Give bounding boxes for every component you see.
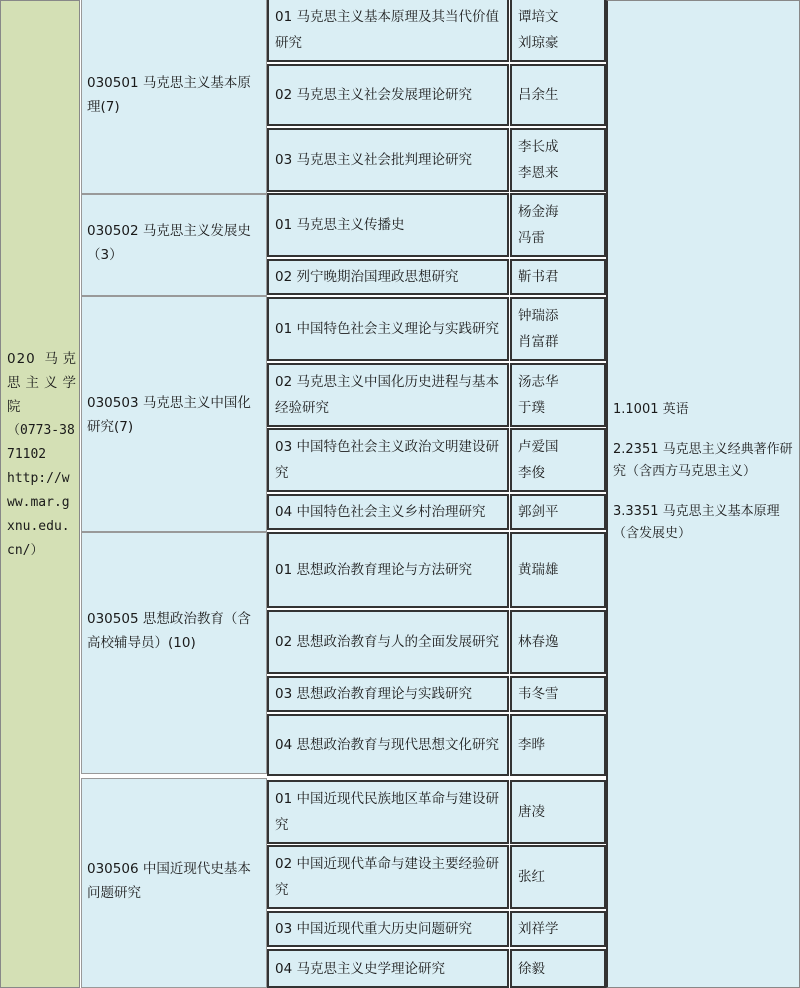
teacher-name: 谭培文 [518,9,559,25]
teacher-cell [510,363,606,427]
exam-subject-list [613,399,799,563]
teacher-name: 刘祥学 [518,921,559,937]
school-info [7,347,77,563]
school-website: http://www.mar.gxnu.edu.cn/） [7,471,70,558]
teacher-name: 李俊 [518,465,545,481]
teacher-name: 汤志华 [518,374,559,390]
teacher-cell [510,193,606,257]
direction-cell [267,780,509,844]
exam-subjects-cell [606,0,800,988]
direction-cell [267,64,509,126]
school-cell [0,0,80,988]
teacher-names [518,681,600,707]
direction-name: 02 马克思主义中国化历史进程与基本经验研究 [275,374,499,416]
direction-cell [267,297,509,361]
teacher-names [518,864,600,890]
direction-name: 01 马克思主义基本原理及其当代价值研究 [275,9,499,51]
major-label: 030502 马克思主义发展史（3） [87,223,251,263]
teacher-name: 刘琼豪 [518,35,559,51]
teacher-name: 徐毅 [518,960,545,977]
teacher-name: 卢爱国 [518,439,559,455]
direction-name: 02 思想政治教育与人的全面发展研究 [275,634,499,650]
direction-name: 03 中国近现代重大历史问题研究 [275,921,472,937]
exam-subject: 3.3351 马克思主义基本原理（含发展史） [613,504,780,541]
direction-name: 03 马克思主义社会批判理论研究 [275,152,472,168]
school-name: 020 马克思主义学院 [7,351,77,415]
teacher-cell [510,128,606,192]
teacher-name: 郭剑平 [518,504,559,520]
direction-cell [267,610,509,674]
teacher-names [518,732,600,758]
major-cell [81,778,267,988]
direction-name: 01 思想政治教育理论与方法研究 [275,562,472,578]
direction-name: 02 中国近现代革命与建设主要经验研究 [275,856,499,898]
direction-name: 03 中国特色社会主义政治文明建设研究 [275,439,499,481]
teacher-names [518,303,600,355]
direction-name: 03 思想政治教育理论与实践研究 [275,686,472,702]
direction-cell [267,363,509,427]
teacher-names [518,82,600,108]
teacher-cell [510,911,606,947]
direction-cell [267,714,509,776]
direction-name: 02 列宁晚期治国理政思想研究 [275,269,459,285]
teacher-names [518,369,600,421]
teacher-name: 黄瑞雄 [518,562,559,578]
teacher-name: 钟瑞添 [518,308,559,324]
teacher-name: 李长成 [518,139,559,155]
major-cell [81,532,267,774]
teacher-name: 李恩来 [518,165,559,181]
teacher-name: 李晔 [518,737,545,753]
teacher-name: 靳书君 [518,269,559,285]
teacher-name: 韦冬雪 [518,686,559,702]
teacher-cell [510,259,606,295]
direction-cell [267,949,509,988]
teacher-names [518,499,600,525]
teacher-cell [510,845,606,909]
exam-subject: 2.2351 马克思主义经典著作研究（含西方马克思主义） [613,442,793,479]
teacher-names [518,916,600,942]
direction-cell [267,845,509,909]
direction-name: 01 中国特色社会主义理论与实践研究 [275,321,499,337]
teacher-cell [510,714,606,776]
teacher-names [518,134,600,186]
teacher-names [518,557,600,583]
school-phone: （0773-3871102 [7,423,75,462]
major-cell [81,0,267,194]
teacher-cell [510,949,606,988]
direction-cell [267,0,509,62]
teacher-name: 张红 [518,869,545,885]
teacher-cell [510,676,606,712]
teacher-cell [510,494,606,530]
teacher-cell [510,428,606,492]
teacher-name: 吕余生 [518,87,559,103]
teacher-names [518,264,600,290]
teacher-names [518,434,600,486]
teacher-names [518,629,600,655]
teacher-cell [510,0,606,62]
major-label: 030503 马克思主义中国化研究(7) [87,395,251,435]
direction-cell [267,911,509,947]
direction-cell [267,128,509,192]
teacher-name: 冯雷 [518,230,545,246]
major-cell [81,194,267,296]
major-label: 030501 马克思主义基本原理(7) [87,75,251,115]
direction-cell [267,193,509,257]
teacher-cell [510,64,606,126]
direction-name: 04 思想政治教育与现代思想文化研究 [275,737,499,753]
direction-name: 01 中国近现代民族地区革命与建设研究 [275,791,499,833]
direction-cell [267,494,509,530]
direction-name: 01 马克思主义传播史 [275,217,405,233]
teacher-names [518,956,600,982]
major-cell [81,296,267,532]
direction-name: 04 中国特色社会主义乡村治理研究 [275,504,486,520]
teacher-name: 林春逸 [518,634,559,650]
teacher-name: 唐凌 [518,804,545,820]
direction-cell [267,532,509,608]
direction-cell [267,428,509,492]
direction-name: 02 马克思主义社会发展理论研究 [275,87,472,103]
teacher-names [518,799,600,825]
exam-subject: 1.1001 英语 [613,402,689,417]
teacher-cell [510,297,606,361]
teacher-cell [510,610,606,674]
teacher-name: 肖富群 [518,334,559,350]
teacher-name: 于璞 [518,400,545,416]
direction-cell [267,259,509,295]
direction-name: 04 马克思主义史学理论研究 [275,960,445,977]
major-label: 030505 思想政治教育（含高校辅导员）(10) [87,611,251,651]
teacher-cell [510,780,606,844]
teacher-names [518,199,600,251]
major-label: 030506 中国近现代史基本问题研究 [87,861,251,901]
teacher-name: 杨金海 [518,204,559,220]
direction-cell [267,676,509,712]
teacher-names [518,4,600,56]
teacher-cell [510,532,606,608]
